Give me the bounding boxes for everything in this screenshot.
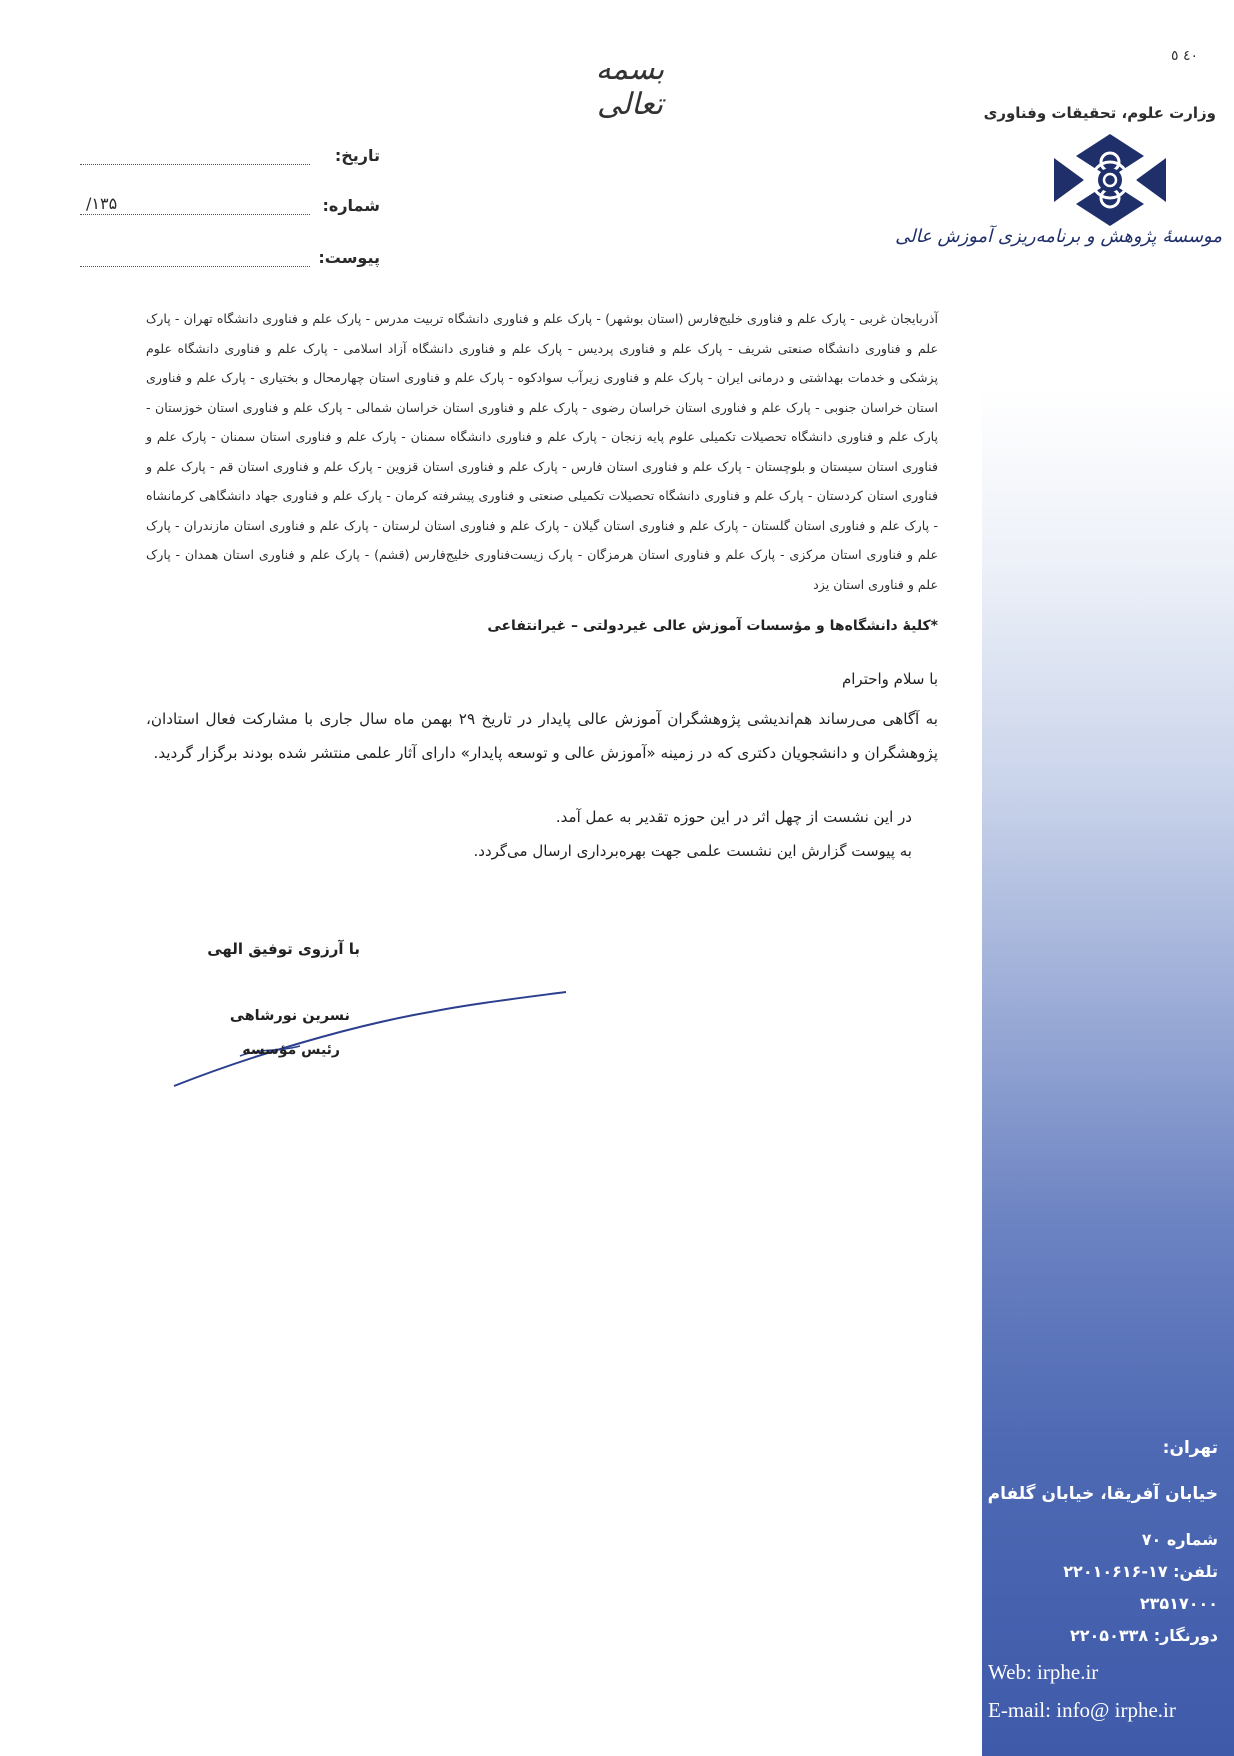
- letter-paragraph: به آگاهی می‌رساند هم‌اندیشی پژوهشگران آموزش عالی پایدار در تاریخ ۲۹ بهمن ماه سال جاری با مشارکت فعال استادان، پژوهشگران و دانشجویان دکتری که در زمینه «آموزش عالی و توسعه پایدار» دارای آثار علمی منتشر شده بودند برگزار گردید.: [146, 710, 938, 762]
- greeting: با سلام واحترام: [841, 670, 938, 688]
- letter-body: [146, 702, 938, 770]
- recipients-list: [146, 304, 938, 599]
- corner-marks: ٤٠ ٥: [1170, 48, 1198, 64]
- letter-line-appreciation: در این نشست از چهل اثر در این حوزه تقدیر به عمل آمد.: [555, 808, 912, 826]
- number-field: [80, 196, 380, 224]
- attachment-dotted-line: [80, 266, 310, 267]
- closing-wish: با آرزوی توفیق الهی: [207, 940, 360, 958]
- ministry-name: وزارت علوم، تحقیقات وفناوری: [983, 104, 1216, 122]
- address-phone: تلفن: ۱۷-۲۲۰۱۰۶۱۶: [1063, 1562, 1218, 1581]
- date-label: تاریخ:: [334, 146, 380, 165]
- attachment-label: پیوست:: [318, 248, 380, 267]
- number-value: ۱۳۵/: [86, 194, 118, 213]
- address-phone-2: ۲۳۵۱۷۰۰۰: [1139, 1594, 1218, 1613]
- number-label: شماره:: [322, 196, 380, 215]
- website-link[interactable]: Web: irphe.ir: [988, 1660, 1099, 1684]
- institute-logo-icon: [1048, 132, 1172, 228]
- recipients-text: آذربایجان غربی - پارک علم و فناوری خلیج‌فارس (استان بوشهر) - پارک علم و فناوری دانشگاه تربیت مدرس - پارک علم و فناوری دانشگاه تهران - پارک علم و فناوری دانشگاه صنعتی شریف - پارک علم و فناوری پردیس - پارک علم و فناوری دانشگاه آزاد اسلامی - پارک علم و فناوری دانشگاه علوم پزشکی و خدمات بهداشتی و درمانی ایران - پارک علم و فناوری زیرآب سوادکوه - پارک علم و فناوری استان چهارمحال و بختیاری - پارک علم و فناوری استان خراسان جنوبی - پارک علم و فناوری استان خراسان رضوی - پارک علم و فناوری استان خراسان شمالی - پارک علم و فناوری استان خوزستان - پارک علم و فناوری دانشگاه تحصیلات تکمیلی علوم پایه زنجان - پارک علم و فناوری دانشگاه سمنان - پارک علم و فناوری استان سمنان - پارک علم و فناوری استان سیستان و بلوچستان - پارک علم و فناوری استان فارس - پارک علم و فناوری استان قزوین - پارک علم و فناوری استان قم - پارک علم و فناوری استان کردستان - پارک علم و فناوری دانشگاه تحصیلات تکمیلی صنعتی و فناوری پیشرفته کرمان - پارک علم و فناوری جهاد دانشگاهی کرمانشاه - پارک علم و فناوری استان گلستان - پارک علم و فناوری استان گیلان - پارک علم و فناوری استان لرستان - پارک علم و فناوری استان مازندران - پارک علم و فناوری استان مرکزی - پارک علم و فناوری استان هرمزگان - پارک زیست‌فناوری خلیج‌فارس (قشم) - پارک علم و فناوری استان همدان - پارک علم و فناوری استان یزد: [146, 311, 938, 592]
- signer-title: رئیس مؤسسه: [242, 1042, 340, 1058]
- institute-name: موسسۀ پژوهش و برنامه‌ریزی آموزش عالی: [895, 226, 1222, 247]
- date-field: [80, 146, 380, 174]
- letter-line-attachment: به پیوست گزارش این نشست علمی جهت بهره‌برداری ارسال می‌گردد.: [473, 842, 912, 860]
- signer-name: نسرین نورشاهی: [229, 1008, 350, 1024]
- number-dotted-line: [80, 214, 310, 215]
- recipients-all-universities: *کلیهٔ دانشگاه‌ها و مؤسسات آموزش عالی غیردولتی – غیرانتفاعی: [487, 618, 938, 634]
- address-street: خیابان آفریقا، خیابان گلفام: [987, 1484, 1218, 1504]
- address-city: تهران:: [1162, 1438, 1218, 1458]
- basmala-heading: بسمه تعالی: [595, 52, 665, 122]
- address-number: شماره ۷۰: [1141, 1530, 1218, 1549]
- address-fax: دورنگار: ۲۲۰۵۰۳۳۸: [1070, 1626, 1218, 1645]
- date-dotted-line: [80, 164, 310, 165]
- attachment-field: [80, 248, 380, 276]
- email-link[interactable]: E-mail: info@ irphe.ir: [988, 1698, 1176, 1722]
- signature-stroke: [170, 986, 570, 1096]
- letterhead-sidebar: [895, 0, 1234, 1756]
